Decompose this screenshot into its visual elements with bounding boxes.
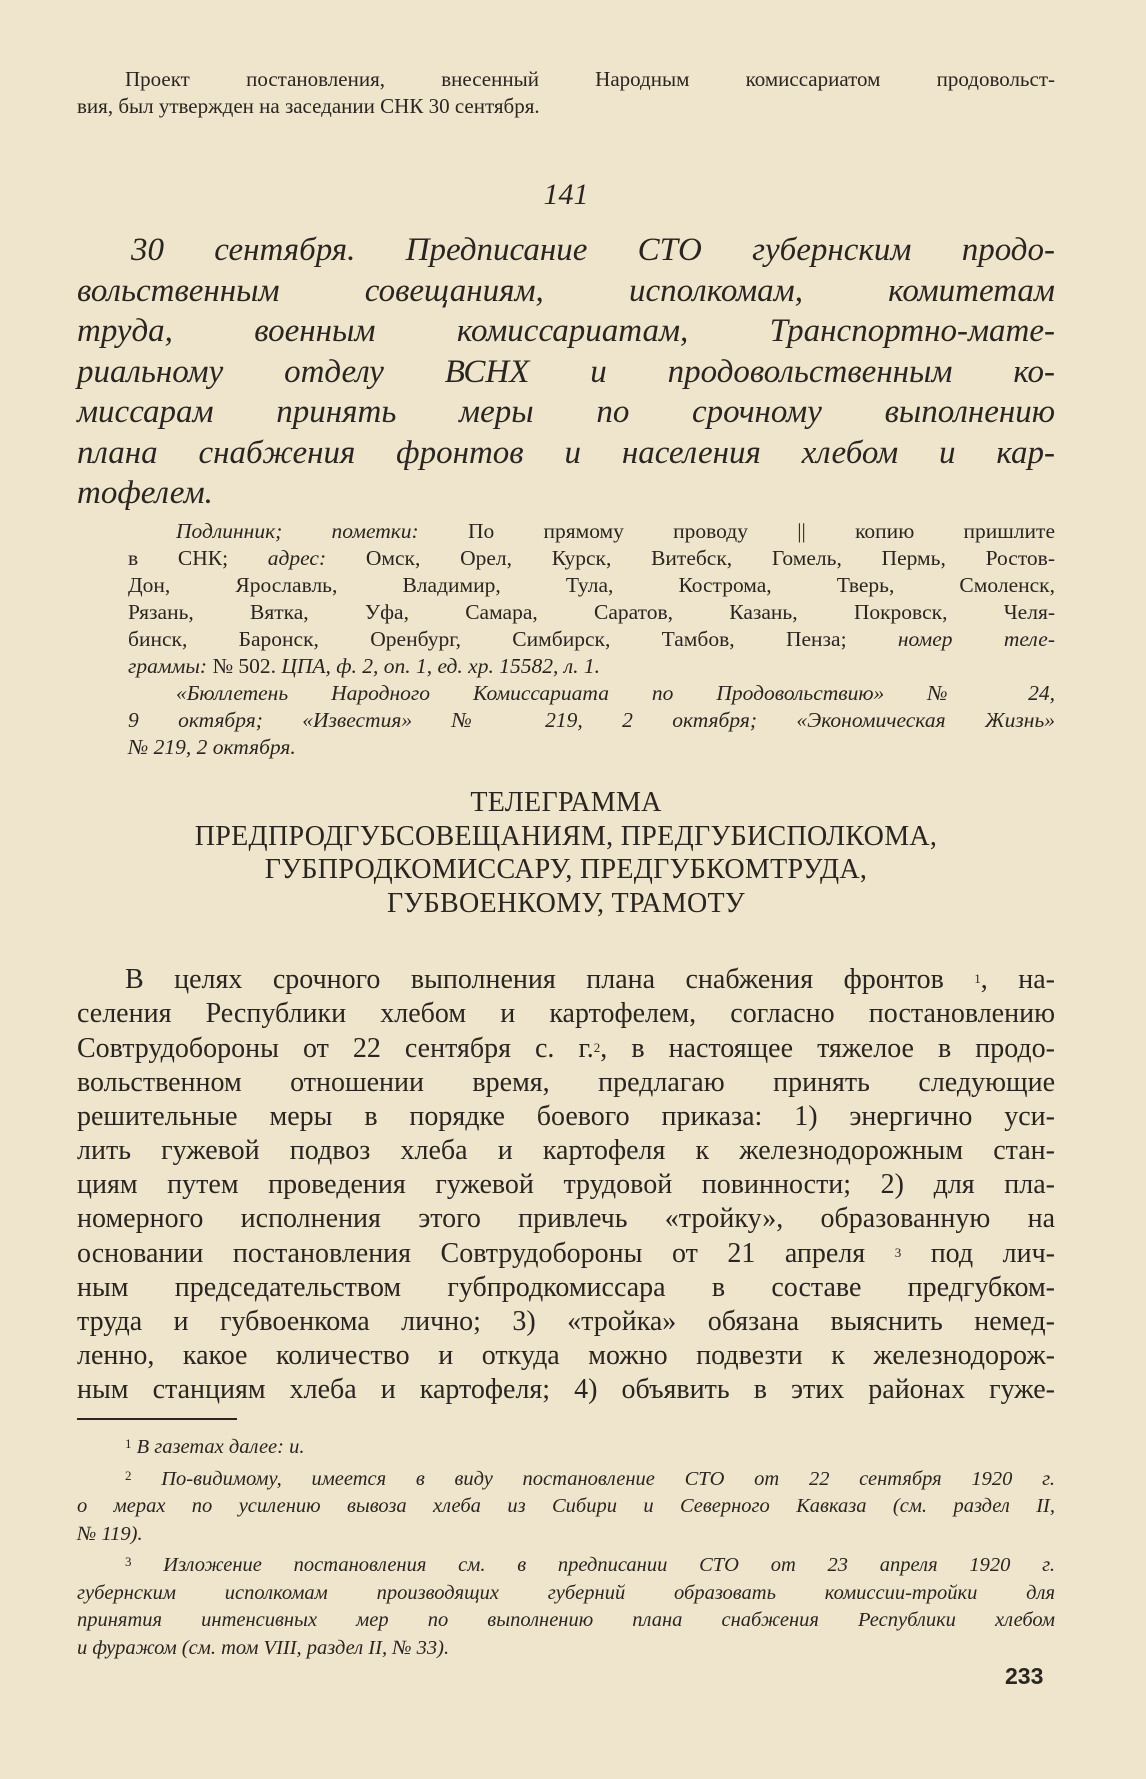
text-line	[77, 1305, 1055, 1339]
text-segment: труда и губвоенкома лично; 3) «тройка» обязана выяснить немед-	[77, 1306, 1055, 1337]
text-segment: граммы:	[128, 654, 213, 678]
text-segment: ным председательством губпродкомиссара в составе предгубком-	[77, 1272, 1055, 1303]
text-line	[77, 66, 1055, 93]
footnote-divider	[77, 1418, 237, 1420]
text-line: ТЕЛЕГРАММА	[470, 787, 662, 818]
text-line	[77, 1031, 1055, 1066]
text-line	[128, 518, 1055, 545]
text-segment: ленно, какое количество и откуда можно подвезти к железнодорож-	[77, 1340, 1055, 1371]
text-segment: вольственном отношении время, предлагаю принять следующие	[77, 1067, 1055, 1098]
footnotes	[77, 1430, 1055, 1662]
text-line	[77, 1430, 1055, 1462]
text-line	[77, 1236, 1055, 1271]
text-line	[77, 1134, 1055, 1168]
text-segment: адрес:	[267, 546, 366, 570]
text-segment: 9 октября; «Известия» № 219, 2 октября; «Экономическая Жизнь»	[128, 708, 1055, 732]
text-line	[128, 653, 1055, 680]
text-segment: , в настоящее тяжелое в продо-	[600, 1033, 1055, 1064]
text-line	[128, 572, 1055, 599]
text-line	[77, 1521, 1055, 1549]
footnote-marker: 2	[125, 1467, 132, 1483]
text-line	[128, 545, 1055, 572]
text-line: плана снабжения фронтов и населения хлебом и кар-	[77, 434, 1055, 471]
text-segment: Дон, Ярославль, Владимир, Тула, Кострома, Тверь, Смоленск,	[128, 573, 1055, 597]
text-segment: Проект постановления, внесенный Народным комиссариатом продовольст-	[125, 67, 1055, 91]
text-line	[77, 1580, 1055, 1608]
document-number: 141	[543, 178, 589, 211]
telegram-body	[77, 962, 1055, 1407]
text-segment: «Бюллетень Народного Комиссариата по Продовольствию» № 24,	[176, 681, 1055, 705]
text-segment: , на-	[980, 964, 1055, 995]
text-line: ГУБВОЕНКОМУ, ТРАМОТУ	[386, 887, 746, 919]
text-segment: № 502.	[212, 654, 282, 678]
text-line	[77, 1271, 1055, 1305]
text-segment: о мерах по усилению вывоза хлеба из Сибири и Северного Кавказа (см. раздел II,	[77, 1495, 1055, 1517]
text-segment: номерного исполнения этого привлечь «тройку», образованную на	[77, 1203, 1055, 1234]
text-line	[77, 93, 1055, 120]
text-segment: Совтрудобороны от 22 сентября с. г.	[77, 1033, 594, 1064]
text-segment: Изложение постановления см. в предписании СТО от 23 апреля 1920 г.	[131, 1554, 1055, 1576]
text-segment: циям путем проведения гужевой трудовой повинности; 2) для пла-	[77, 1169, 1055, 1200]
text-segment: В целях срочного выполнения плана снабжения фронтов	[125, 964, 975, 995]
text-segment: под лич-	[901, 1238, 1055, 1269]
footnote-marker: 1	[974, 971, 981, 986]
text-segment: решительные меры в порядке боевого приказа: 1) энергично уси-	[77, 1101, 1055, 1132]
text-segment: основании постановления Совтрудобороны от 21 апреля	[77, 1238, 895, 1269]
text-segment: По-видимому, имеется в виду постановление СТО от 22 сентября 1920 г.	[131, 1467, 1055, 1490]
text-line	[77, 1462, 1055, 1494]
text-segment: ЦПА, ф. 2, оп. 1, ед. хр. 15582, л. 1.	[281, 654, 600, 678]
text-line	[77, 1202, 1055, 1236]
text-line	[77, 1493, 1055, 1521]
text-line	[77, 1339, 1055, 1373]
text-line	[77, 1373, 1055, 1407]
text-segment: лить гужевой подвоз хлеба и картофеля к железнодорожным стан-	[77, 1135, 1055, 1166]
text-segment: бинск, Баронск, Оренбург, Симбирск, Тамбов, Пенза;	[128, 627, 898, 651]
text-line: вольственным совещаниям, исполкомам, комитетам	[77, 272, 1055, 309]
text-segment: селения Республики хлебом и картофелем, согласно постановлению	[77, 998, 1055, 1029]
text-segment: № 219, 2 октября.	[128, 735, 296, 759]
text-segment: Рязань, Вятка, Уфа, Самара, Саратов, Казань, Покровск, Челя-	[128, 600, 1055, 624]
text-segment: губернским исполкомам производящих губерний образовать комиссии-тройки для	[77, 1581, 1055, 1604]
footnote-marker: 3	[125, 1554, 132, 1569]
text-line	[77, 997, 1055, 1031]
text-segment: вия, был утвержден на заседании СНК 30 сентября.	[77, 94, 540, 118]
text-line	[128, 707, 1055, 734]
source-note	[128, 518, 1055, 761]
footnote-marker: 3	[894, 1245, 902, 1260]
text-line	[77, 1066, 1055, 1100]
text-line	[77, 962, 1055, 997]
text-segment: В газетах далее:	[131, 1436, 290, 1458]
text-line	[77, 1168, 1055, 1202]
text-line	[128, 626, 1055, 653]
text-line	[77, 1100, 1055, 1134]
text-line: ПРЕДПРОДГУБСОВЕЩАНИЯМ, ПРЕДГУБИСПОЛКОМА,	[194, 820, 938, 852]
footnote-marker: 1	[125, 1436, 132, 1451]
text-segment: По прямому проводу || копию пришлите	[467, 519, 1055, 543]
text-line: тофелем.	[77, 475, 213, 511]
text-line: ГУБПРОДКОМИССАРУ, ПРЕДГУБКОМТРУДА,	[264, 854, 868, 885]
intro-paragraph	[77, 66, 1055, 120]
text-line	[77, 1607, 1055, 1635]
text-segment: и.	[289, 1436, 305, 1458]
footnote-marker: 2	[593, 1040, 601, 1055]
page-number: 233	[1005, 1663, 1044, 1689]
text-segment: и фуражом (см. том VIII, раздел II, № 33).	[77, 1636, 450, 1659]
text-line: риальному отделу ВСНХ и продовольственным ко-	[77, 353, 1055, 390]
text-segment: № 119).	[77, 1522, 143, 1545]
text-line	[77, 1548, 1055, 1580]
text-line: миссарам принять меры по срочному выполнению	[77, 394, 1055, 430]
text-line	[77, 1635, 1055, 1663]
text-segment: Омск, Орел, Курск, Витебск, Гомель, Пермь, Ростов-	[365, 546, 1055, 570]
telegram-heading	[77, 786, 1055, 920]
text-line: 30 сентября. Предписание СТО губернским продо-	[131, 232, 1055, 268]
text-segment: Подлинник; пометки:	[176, 519, 468, 543]
text-line	[128, 599, 1055, 626]
text-segment: ным станциям хлеба и картофеля; 4) объявить в этих районах гуже-	[77, 1374, 1055, 1405]
text-line	[128, 734, 1055, 761]
text-segment: номер теле-	[897, 627, 1055, 651]
text-segment: в СНК;	[128, 546, 268, 570]
text-segment: принятия интенсивных мер по выполнению плана снабжения Республики хлебом	[77, 1609, 1055, 1631]
document-title	[77, 230, 1055, 514]
text-line: труда, военным комиссариатам, Транспортно-мате-	[77, 313, 1055, 349]
text-line	[128, 680, 1055, 707]
